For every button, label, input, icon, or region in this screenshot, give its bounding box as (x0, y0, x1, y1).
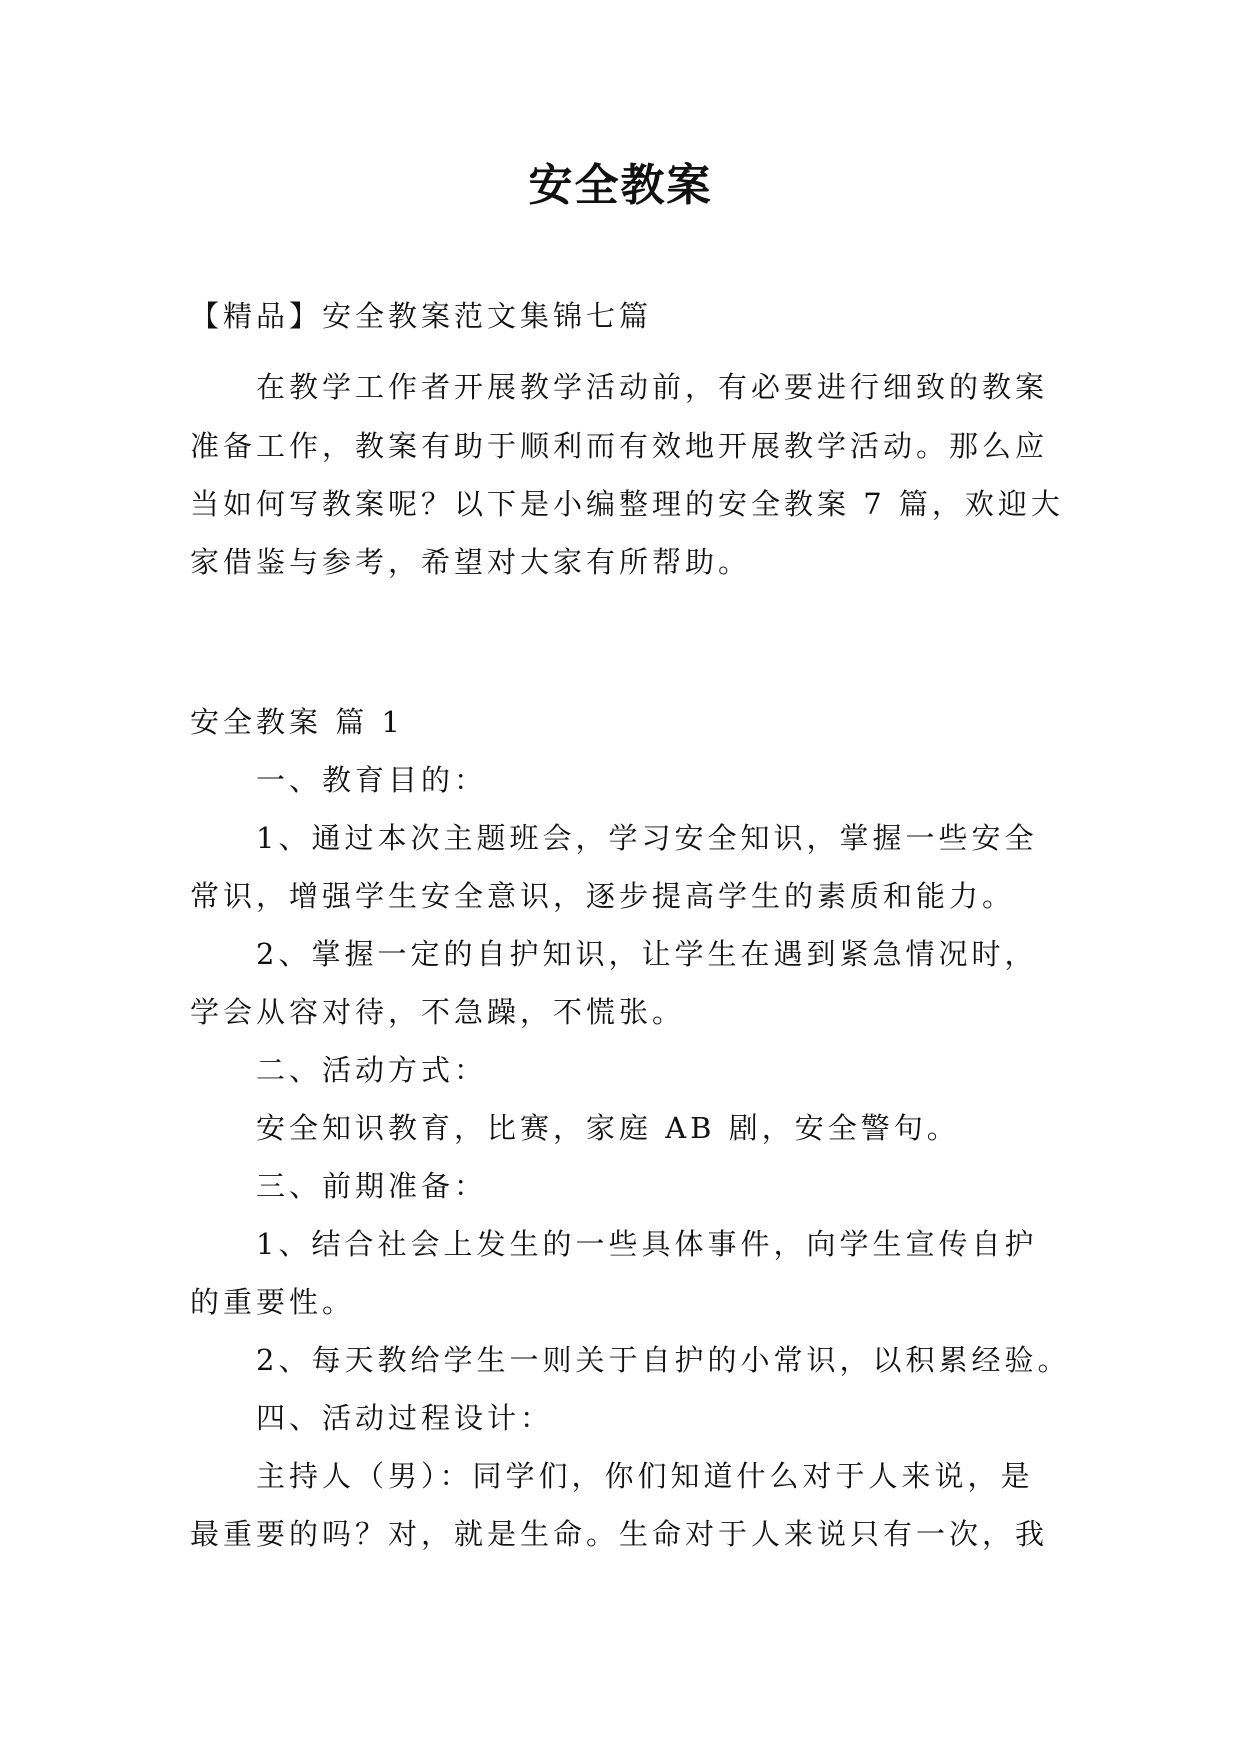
body-line-10: 的重要性。 (190, 1285, 356, 1319)
body-line-13: 主持人（男）：同学们，你们知道什么对于人来说，是 (256, 1459, 1034, 1493)
intro-line-3: 当如何写教案呢？以下是小编整理的安全教案 7 篇，欢迎大 (190, 487, 1064, 521)
body-line-9: 1、结合社会上发生的一些具体事件，向学生宣传自护 (256, 1227, 1038, 1261)
document-subtitle: 【精品】安全教案范文集锦七篇 (190, 299, 653, 333)
intro-line-2: 准备工作，教案有助于顺利而有效地开展教学活动。那么应 (190, 429, 1049, 463)
intro-line-1: 在教学工作者开展教学活动前，有必要进行细致的教案 (256, 370, 1049, 404)
body-line-1: 一、教育目的： (256, 763, 488, 797)
body-line-7: 安全知识教育，比赛，家庭 AB 剧，安全警句。 (256, 1111, 960, 1145)
document-title: 安全教案 (528, 160, 713, 211)
body-line-2: 1、通过本次主题班会，学习安全知识，掌握一些安全 (256, 821, 1038, 855)
body-line-8: 三、前期准备： (256, 1169, 488, 1203)
body-line-5: 学会从容对待，不急躁，不慌张。 (190, 995, 686, 1029)
section-heading: 安全教案 篇 1 (190, 705, 404, 739)
body-line-6: 二、活动方式： (256, 1053, 488, 1087)
body-line-11: 2、每天教给学生一则关于自护的小常识，以积累经验。 (256, 1343, 1071, 1377)
body-line-4: 2、掌握一定的自护知识，让学生在遇到紧急情况时， (256, 937, 1038, 971)
body-line-14: 最重要的吗？对，就是生命。生命对于人来说只有一次，我 (190, 1517, 1049, 1551)
body-line-3: 常识，增强学生安全意识，逐步提高学生的素质和能力。 (190, 879, 1016, 913)
body-line-12: 四、活动过程设计： (256, 1401, 554, 1435)
intro-line-4: 家借鉴与参考，希望对大家有所帮助。 (190, 545, 752, 579)
